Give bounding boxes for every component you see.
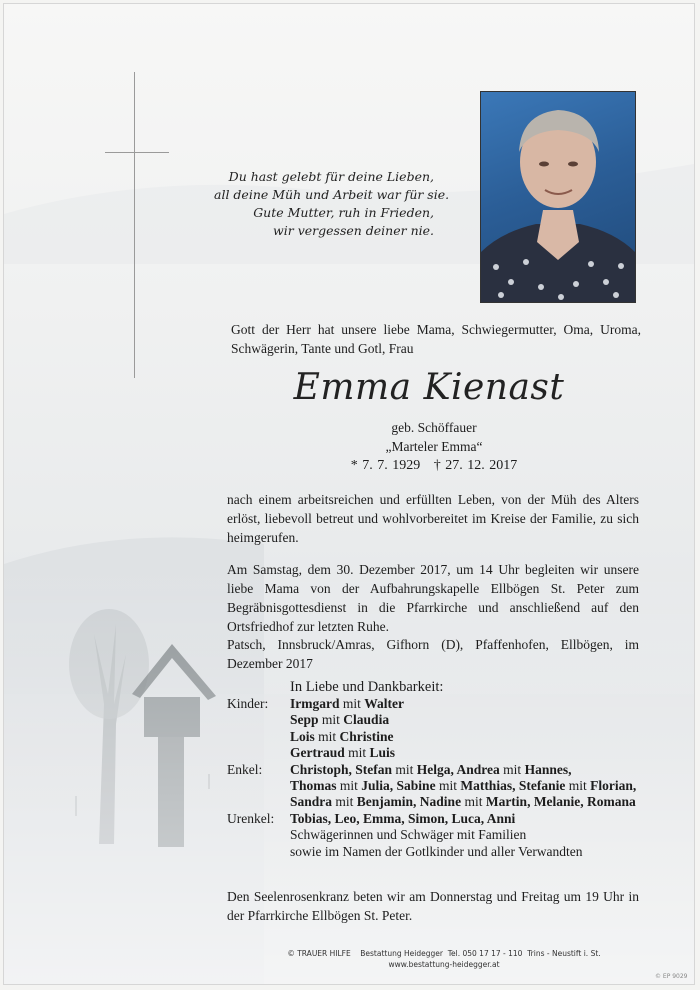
relatives-list: [227, 696, 647, 860]
nickname: „Marteler Emma“: [385, 439, 483, 454]
kinder-entry: Lois mit Christine: [290, 728, 394, 744]
relatives-row: [227, 745, 647, 761]
relatives-row: [227, 794, 647, 810]
kinder-entry: Sepp mit Claudia: [290, 712, 390, 728]
maiden-name: geb. Schöffauer: [391, 420, 477, 435]
birth-info: [294, 418, 574, 475]
enkel-entry: Christoph, Stefan mit Helga, Andrea mit Hannes,: [290, 761, 572, 777]
poem-line: Gute Mutter, ruh in Frieden,: [253, 205, 434, 220]
urenkel-label: Urenkel:: [227, 810, 275, 826]
relatives-row: [227, 778, 647, 794]
urenkel-entry: Tobias, Leo, Emma, Simon, Luca, Anni: [290, 810, 516, 826]
verwandte-entry: sowie im Namen der Gotlkinder und aller Verwandten: [290, 843, 583, 859]
intro-text: Gott der Herr hat unsere liebe Mama, Schwiegermutter, Oma, Uroma, Schwägerin, Tante und Gotl, Frau: [231, 322, 641, 356]
poem-line: wir vergessen deiner nie.: [273, 223, 434, 238]
portrait-drawing: [481, 92, 635, 302]
relatives-row: [227, 762, 647, 778]
passing-paragraph: nach einem arbeitsreichen und erfüllten Leben, von der Müh des Alters erlöst, liebevoll betreut und wohlvorbereitet im Kreise der Familie, zu sich heimgerufen.: [227, 492, 639, 545]
relatives-row: [227, 844, 647, 860]
obituary-card: [3, 3, 695, 985]
poem-line: Du hast gelebt für deine Lieben,: [228, 169, 434, 184]
cross-vertical-line: [134, 72, 135, 378]
kinder-label: Kinder:: [227, 696, 269, 711]
enkel-entry: Sandra mit Benjamin, Nadine mit Martin, Melanie, Romana: [290, 794, 636, 810]
relatives-row: [227, 729, 647, 745]
kinder-entry: Gertraud mit Luis: [290, 745, 396, 761]
funeral-paragraph: Am Samstag, dem 30. Dezember 2017, um 14 Uhr begleiten wir unsere liebe Mama von der Aufbahrungskapelle Ellbögen St. Peter zum Begräbnisgottesdienst in die Pfarrkirche und anschließend auf den Ortsfriedhof zur letzten Ruhe.: [227, 562, 639, 634]
deceased-name: Emma Kienast: [293, 367, 565, 408]
enkel-label: Enkel:: [227, 761, 263, 777]
thanks-heading: In Liebe und Dankbarkeit:: [290, 679, 444, 695]
poem: [214, 168, 450, 240]
portrait-photo: [480, 91, 636, 303]
cross-horizontal-line: [105, 152, 169, 153]
copyright-mark: © EP 9029: [655, 973, 688, 980]
footer: [264, 948, 624, 970]
enkel-entry: Thomas mit Julia, Sabine mit Matthias, Stefanie mit Florian,: [290, 778, 637, 794]
poem-line: all deine Müh und Arbeit war für sie.: [214, 187, 450, 202]
relatives-row: [227, 827, 647, 843]
life-dates: * 7. 7. 1929 † 27. 12. 2017: [350, 458, 518, 473]
footer-website-link[interactable]: www.bestattung-heidegger.at: [388, 960, 500, 969]
relatives-row: [227, 712, 647, 728]
rosary-paragraph: Den Seelenrosenkranz beten wir am Donnerstag und Freitag um 19 Uhr in der Pfarrkirche Ellbögen St. Peter.: [227, 889, 639, 923]
footer-company-line: © TRAUER HILFE Bestattung Heidegger Tel. 050 17 17 - 110 Trins - Neustift i. St.: [287, 949, 601, 958]
kinder-entry: Irmgard mit Walter: [290, 696, 405, 711]
relatives-row: [227, 696, 647, 712]
places-date: Patsch, Innsbruck/Amras, Gifhorn (D), Pfaffenhofen, Ellbögen, im Dezember 2017: [227, 637, 639, 671]
relatives-row: [227, 811, 647, 827]
schwaeger-entry: Schwägerinnen und Schwäger mit Familien: [290, 827, 527, 843]
